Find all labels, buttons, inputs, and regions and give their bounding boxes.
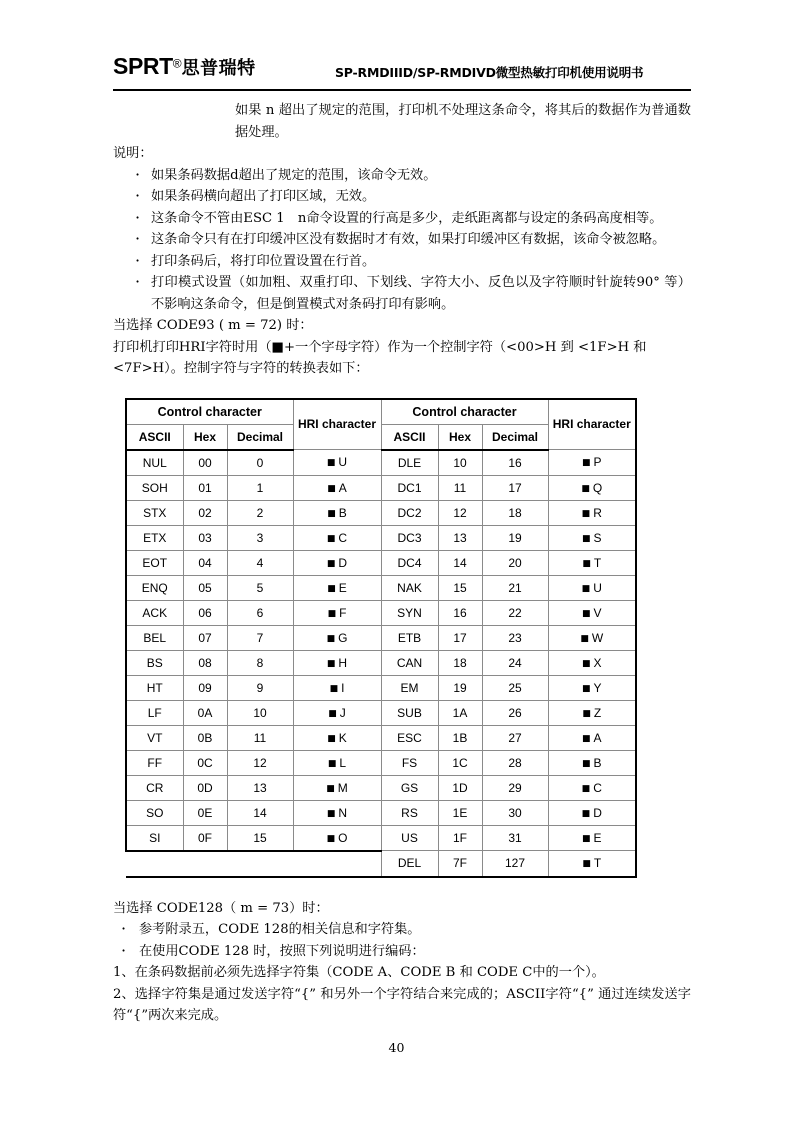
cell-hri bbox=[293, 725, 381, 750]
cell-decimal: 28 bbox=[482, 750, 548, 775]
black-square-icon: ■ bbox=[326, 558, 336, 569]
black-square-icon: ■ bbox=[326, 833, 336, 844]
cell-hex: 09 bbox=[183, 675, 227, 700]
hri-value: ■ R bbox=[581, 505, 602, 520]
cell-hri bbox=[293, 500, 381, 525]
cell-hex: 19 bbox=[438, 675, 482, 700]
col-header-ascii-right: ASCII bbox=[381, 424, 438, 450]
hri-value: ■ D bbox=[581, 805, 602, 820]
body-content bbox=[113, 91, 691, 380]
cell-hri bbox=[548, 625, 636, 650]
page-header bbox=[113, 55, 691, 91]
cell-hri bbox=[548, 525, 636, 550]
list-item: · 参考附录五，CODE 128的相关信息和字符集。 bbox=[113, 919, 691, 941]
cell-hri bbox=[548, 575, 636, 600]
cell-ascii: NAK bbox=[381, 575, 438, 600]
black-square-icon: ■ bbox=[327, 608, 337, 619]
cell-hri bbox=[548, 675, 636, 700]
hri-value: ■ W bbox=[580, 630, 604, 645]
logo-text-chinese: 思普瑞特 bbox=[181, 58, 256, 79]
cell-hex: 04 bbox=[183, 550, 227, 575]
table-cell-empty bbox=[227, 851, 293, 877]
cell-ascii: VT bbox=[126, 725, 183, 750]
hri-value: ■ P bbox=[582, 455, 602, 470]
black-square-icon: ■ bbox=[582, 758, 591, 769]
cell-decimal: 20 bbox=[482, 550, 548, 575]
hri-header-left: HRI character bbox=[293, 399, 381, 450]
table-cell-empty bbox=[293, 851, 381, 877]
black-square-icon: ■ bbox=[581, 583, 591, 594]
table-head bbox=[126, 399, 636, 450]
black-square-icon: ■ bbox=[327, 733, 336, 744]
cell-decimal: 31 bbox=[482, 825, 548, 851]
list-item: · 在使用CODE 128 时，按照下列说明进行编码： bbox=[113, 941, 691, 963]
cell-hex: 08 bbox=[183, 650, 227, 675]
black-square-icon: ■ bbox=[326, 533, 336, 544]
code128-heading: 当选择 CODE128（ m = 73）时： bbox=[113, 900, 329, 916]
black-square-icon: ■ bbox=[326, 658, 336, 669]
hri-value: ■ K bbox=[327, 730, 347, 745]
hri-value: ■ H bbox=[326, 655, 348, 670]
cell-hri bbox=[293, 575, 381, 600]
cell-hex: 12 bbox=[438, 500, 482, 525]
page-content bbox=[113, 55, 691, 1027]
black-square-icon: ■ bbox=[581, 783, 591, 794]
table-row bbox=[126, 475, 636, 500]
cell-decimal: 1 bbox=[227, 475, 293, 500]
cell-hri bbox=[548, 450, 636, 476]
cell-hri bbox=[548, 700, 636, 725]
notes-label: 说明： bbox=[113, 146, 153, 161]
cell-decimal: 16 bbox=[482, 450, 548, 476]
hri-value: ■ U bbox=[326, 455, 348, 470]
cell-hex: 17 bbox=[438, 625, 482, 650]
cell-hri bbox=[293, 550, 381, 575]
cell-ascii: DC4 bbox=[381, 550, 438, 575]
table-group-header-row bbox=[126, 399, 636, 425]
hri-value: ■ T bbox=[582, 555, 602, 570]
cell-hex: 01 bbox=[183, 475, 227, 500]
black-square-icon: ■ bbox=[327, 583, 336, 594]
hri-value: ■ I bbox=[329, 680, 345, 695]
hri-value: ■ M bbox=[326, 780, 348, 795]
registered-trademark-icon: ® bbox=[172, 56, 182, 71]
hri-header-right: HRI character bbox=[548, 399, 636, 450]
cell-hex: 1F bbox=[438, 825, 482, 851]
cell-decimal: 19 bbox=[482, 525, 548, 550]
cell-ascii: RS bbox=[381, 800, 438, 825]
cell-ascii: SI bbox=[126, 825, 183, 851]
list-item: · 如果条码横向超出了打印区域，无效。 bbox=[113, 186, 691, 208]
cell-hex: 0B bbox=[183, 725, 227, 750]
black-square-icon: ■ bbox=[581, 483, 590, 494]
cell-hex: 1A bbox=[438, 700, 482, 725]
cell-decimal: 4 bbox=[227, 550, 293, 575]
black-square-icon: ■ bbox=[582, 708, 591, 719]
table-row bbox=[126, 525, 636, 550]
black-square-icon: ■ bbox=[329, 683, 339, 694]
cell-hex: 02 bbox=[183, 500, 227, 525]
cell-decimal: 25 bbox=[482, 675, 548, 700]
cell-ascii: NUL bbox=[126, 450, 183, 476]
cell-hex: 07 bbox=[183, 625, 227, 650]
black-square-icon: ■ bbox=[582, 859, 591, 870]
control-character-table-container bbox=[113, 398, 691, 878]
table-row bbox=[126, 700, 636, 725]
table-row bbox=[126, 500, 636, 525]
table-row bbox=[126, 725, 636, 750]
hri-value: ■ E bbox=[327, 580, 347, 595]
black-square-icon: ■ bbox=[581, 508, 591, 519]
hri-value: ■ X bbox=[582, 655, 602, 670]
cell-hri bbox=[548, 825, 636, 851]
black-square-icon: ■ bbox=[582, 833, 591, 844]
cell-decimal: 24 bbox=[482, 650, 548, 675]
cell-hri bbox=[293, 825, 381, 851]
cell-hex: 16 bbox=[438, 600, 482, 625]
black-square-icon: ■ bbox=[326, 808, 336, 819]
cell-ascii: DLE bbox=[381, 450, 438, 476]
hri-value: ■ A bbox=[582, 730, 602, 745]
hri-value: ■ Z bbox=[582, 705, 602, 720]
cell-hex: 7F bbox=[438, 851, 482, 877]
notes-list bbox=[113, 165, 691, 316]
code128-bullet-list bbox=[113, 919, 691, 962]
cell-decimal: 11 bbox=[227, 725, 293, 750]
cell-ascii: BS bbox=[126, 650, 183, 675]
hri-value: ■ T bbox=[582, 856, 602, 871]
cell-hri bbox=[548, 475, 636, 500]
black-square-icon: ■ bbox=[327, 758, 337, 769]
black-square-icon: ■ bbox=[582, 533, 591, 544]
cell-hex: 10 bbox=[438, 450, 482, 476]
group-header-left: Control character bbox=[126, 399, 293, 425]
cell-hex: 0C bbox=[183, 750, 227, 775]
list-item: · 打印模式设置（如加粗、双重打印、下划线、字符大小、反色以及字符顺时针旋转90° 等）不影响这条命令，但是倒置模式对条码打印有影响。 bbox=[113, 272, 691, 315]
hri-value: ■ C bbox=[326, 530, 348, 545]
cell-hri bbox=[293, 800, 381, 825]
code93-description-line2: <7F>H）。控制字符与字符的转换表如下： bbox=[113, 361, 369, 376]
cell-hex: 1B bbox=[438, 725, 482, 750]
list-item: · 这条命令只有在打印缓冲区没有数据时才有效，如果打印缓冲区有数据，该命令被忽略。 bbox=[113, 229, 691, 251]
cell-decimal: 15 bbox=[227, 825, 293, 851]
cell-hex: 11 bbox=[438, 475, 482, 500]
black-square-icon: ■ bbox=[328, 708, 337, 719]
page-number: 40 bbox=[388, 1040, 405, 1055]
cell-decimal: 26 bbox=[482, 700, 548, 725]
table-row bbox=[126, 675, 636, 700]
cell-hri bbox=[548, 725, 636, 750]
cell-hex: 15 bbox=[438, 575, 482, 600]
black-square-icon: ■ bbox=[582, 458, 591, 469]
cell-ascii: SOH bbox=[126, 475, 183, 500]
black-square-icon: ■ bbox=[580, 633, 589, 644]
hri-value: ■ J bbox=[328, 705, 346, 720]
code128-step-2: 2、选择字符集是通过发送字符“{” 和另外一个字符结合来完成的；ASCII字符“{” 通过连续发送字符“{”两次来完成。 bbox=[113, 986, 691, 1023]
list-item: · 如果条码数据d超出了规定的范围，该命令无效。 bbox=[113, 165, 691, 187]
list-item: · 这条命令不管由ESC 1 n命令设置的行高是多少，走纸距离都与设定的条码高度相等。 bbox=[113, 208, 691, 230]
table-row bbox=[126, 825, 636, 851]
code93-description-line1: 打印机打印HRI字符时用（■+一个字母字符）作为一个控制字符（<00>H 到 <1F>H 和 bbox=[113, 339, 647, 355]
hri-value: ■ G bbox=[326, 630, 348, 645]
cell-decimal: 5 bbox=[227, 575, 293, 600]
logo-text-sprt: SPRT bbox=[113, 53, 173, 79]
cell-decimal: 29 bbox=[482, 775, 548, 800]
table-row bbox=[126, 851, 636, 877]
cell-decimal: 13 bbox=[227, 775, 293, 800]
table-row bbox=[126, 800, 636, 825]
col-header-ascii-left: ASCII bbox=[126, 424, 183, 450]
col-header-decimal-right: Decimal bbox=[482, 424, 548, 450]
table-row bbox=[126, 575, 636, 600]
black-square-icon: ■ bbox=[327, 508, 336, 519]
cell-decimal: 3 bbox=[227, 525, 293, 550]
cell-hex: 0D bbox=[183, 775, 227, 800]
hri-value: ■ N bbox=[326, 805, 348, 820]
cell-hex: 0A bbox=[183, 700, 227, 725]
cell-ascii: GS bbox=[381, 775, 438, 800]
cell-decimal: 10 bbox=[227, 700, 293, 725]
table-row bbox=[126, 450, 636, 476]
table-row bbox=[126, 600, 636, 625]
cell-hri bbox=[548, 750, 636, 775]
cell-decimal: 17 bbox=[482, 475, 548, 500]
cell-hex: 03 bbox=[183, 525, 227, 550]
cell-ascii: CR bbox=[126, 775, 183, 800]
cell-decimal: 127 bbox=[482, 851, 548, 877]
cell-decimal: 12 bbox=[227, 750, 293, 775]
hri-value: ■ C bbox=[581, 780, 602, 795]
cell-ascii: ENQ bbox=[126, 575, 183, 600]
cell-decimal: 18 bbox=[482, 500, 548, 525]
cell-ascii: SUB bbox=[381, 700, 438, 725]
hri-value: ■ B bbox=[327, 505, 347, 520]
cell-decimal: 0 bbox=[227, 450, 293, 476]
cell-decimal: 9 bbox=[227, 675, 293, 700]
hri-value: ■ U bbox=[581, 580, 602, 595]
cell-ascii: EOT bbox=[126, 550, 183, 575]
cell-ascii: EM bbox=[381, 675, 438, 700]
cell-hri bbox=[548, 800, 636, 825]
black-square-icon: ■ bbox=[581, 808, 591, 819]
table-row bbox=[126, 550, 636, 575]
cell-decimal: 30 bbox=[482, 800, 548, 825]
table-body bbox=[126, 450, 636, 877]
black-square-icon: ■ bbox=[326, 783, 335, 794]
cell-ascii: ETX bbox=[126, 525, 183, 550]
group-header-right: Control character bbox=[381, 399, 548, 425]
sprt-logo bbox=[113, 55, 256, 78]
cell-ascii: LF bbox=[126, 700, 183, 725]
cell-ascii: FS bbox=[381, 750, 438, 775]
hri-value: ■ Y bbox=[582, 680, 602, 695]
hri-value: ■ B bbox=[582, 755, 602, 770]
cell-hex: 1E bbox=[438, 800, 482, 825]
cell-ascii: DC1 bbox=[381, 475, 438, 500]
cell-ascii: ACK bbox=[126, 600, 183, 625]
cell-hri bbox=[293, 625, 381, 650]
cell-hri bbox=[293, 650, 381, 675]
cell-decimal: 7 bbox=[227, 625, 293, 650]
header-title: SP-RMDIIID/SP-RMDIVD微型热敏打印机使用说明书 bbox=[335, 65, 644, 80]
hri-value: ■ F bbox=[327, 605, 347, 620]
black-square-icon: ■ bbox=[582, 558, 591, 569]
cell-ascii: US bbox=[381, 825, 438, 851]
col-header-hex-left: Hex bbox=[183, 424, 227, 450]
cell-ascii: FF bbox=[126, 750, 183, 775]
cell-ascii: BEL bbox=[126, 625, 183, 650]
black-square-icon: ■ bbox=[582, 683, 591, 694]
cell-hex: 14 bbox=[438, 550, 482, 575]
cell-decimal: 14 bbox=[227, 800, 293, 825]
hri-value: ■ E bbox=[582, 830, 602, 845]
cell-hri bbox=[548, 851, 636, 877]
code93-heading: 当选择 CODE93 ( m = 72) 时： bbox=[113, 318, 313, 333]
table-row bbox=[126, 625, 636, 650]
black-square-icon: ■ bbox=[326, 633, 336, 644]
black-square-icon: ■ bbox=[582, 608, 591, 619]
cell-hri bbox=[293, 700, 381, 725]
code128-step-1: 1、在条码数据前必须先选择字符集（CODE A、CODE B 和 CODE C中的一个）。 bbox=[113, 965, 605, 980]
cell-hex: 06 bbox=[183, 600, 227, 625]
cell-hex: 0F bbox=[183, 825, 227, 851]
cell-hex: 1D bbox=[438, 775, 482, 800]
cell-hri bbox=[293, 675, 381, 700]
cell-hri bbox=[548, 500, 636, 525]
col-header-hex-right: Hex bbox=[438, 424, 482, 450]
cell-hex: 13 bbox=[438, 525, 482, 550]
cell-hri bbox=[293, 475, 381, 500]
cell-hri bbox=[548, 600, 636, 625]
cell-hri bbox=[548, 550, 636, 575]
hri-value: ■ Q bbox=[581, 480, 603, 495]
hri-value: ■ S bbox=[582, 530, 602, 545]
cell-decimal: 27 bbox=[482, 725, 548, 750]
hri-value: ■ A bbox=[327, 480, 347, 495]
table-row bbox=[126, 775, 636, 800]
cell-ascii: DEL bbox=[381, 851, 438, 877]
cell-ascii: ETB bbox=[381, 625, 438, 650]
table-cell-empty bbox=[183, 851, 227, 877]
cell-hex: 05 bbox=[183, 575, 227, 600]
cell-hri bbox=[293, 775, 381, 800]
black-square-icon: ■ bbox=[327, 483, 336, 494]
cell-decimal: 8 bbox=[227, 650, 293, 675]
cell-decimal: 23 bbox=[482, 625, 548, 650]
cell-decimal: 22 bbox=[482, 600, 548, 625]
cell-hri bbox=[293, 450, 381, 476]
cell-ascii: DC3 bbox=[381, 525, 438, 550]
cell-ascii: STX bbox=[126, 500, 183, 525]
hri-value: ■ D bbox=[326, 555, 348, 570]
footer-content bbox=[113, 898, 691, 1027]
cell-decimal: 2 bbox=[227, 500, 293, 525]
cell-hex: 00 bbox=[183, 450, 227, 476]
hri-value: ■ O bbox=[326, 830, 348, 845]
control-character-table bbox=[125, 398, 637, 878]
black-square-icon: ■ bbox=[582, 658, 591, 669]
cell-decimal: 6 bbox=[227, 600, 293, 625]
intro-paragraph: 如果 n 超出了规定的范围，打印机不处理这条命令，将其后的数据作为普通数据处理。 bbox=[235, 103, 691, 140]
hri-value: ■ V bbox=[582, 605, 602, 620]
cell-ascii: HT bbox=[126, 675, 183, 700]
table-row bbox=[126, 750, 636, 775]
black-square-icon: ■ bbox=[326, 458, 336, 469]
cell-hex: 0E bbox=[183, 800, 227, 825]
black-square-icon: ■ bbox=[582, 733, 591, 744]
hri-value: ■ L bbox=[327, 755, 347, 770]
col-header-decimal-left: Decimal bbox=[227, 424, 293, 450]
cell-hri bbox=[293, 525, 381, 550]
cell-ascii: CAN bbox=[381, 650, 438, 675]
table-cell-empty bbox=[126, 851, 183, 877]
cell-hri bbox=[548, 775, 636, 800]
cell-hri bbox=[293, 600, 381, 625]
cell-hex: 1C bbox=[438, 750, 482, 775]
cell-ascii: DC2 bbox=[381, 500, 438, 525]
list-item: · 打印条码后，将打印位置设置在行首。 bbox=[113, 251, 691, 273]
cell-ascii: SYN bbox=[381, 600, 438, 625]
cell-ascii: ESC bbox=[381, 725, 438, 750]
cell-decimal: 21 bbox=[482, 575, 548, 600]
cell-hri bbox=[548, 650, 636, 675]
cell-ascii: SO bbox=[126, 800, 183, 825]
cell-hri bbox=[293, 750, 381, 775]
table-row bbox=[126, 650, 636, 675]
cell-hex: 18 bbox=[438, 650, 482, 675]
